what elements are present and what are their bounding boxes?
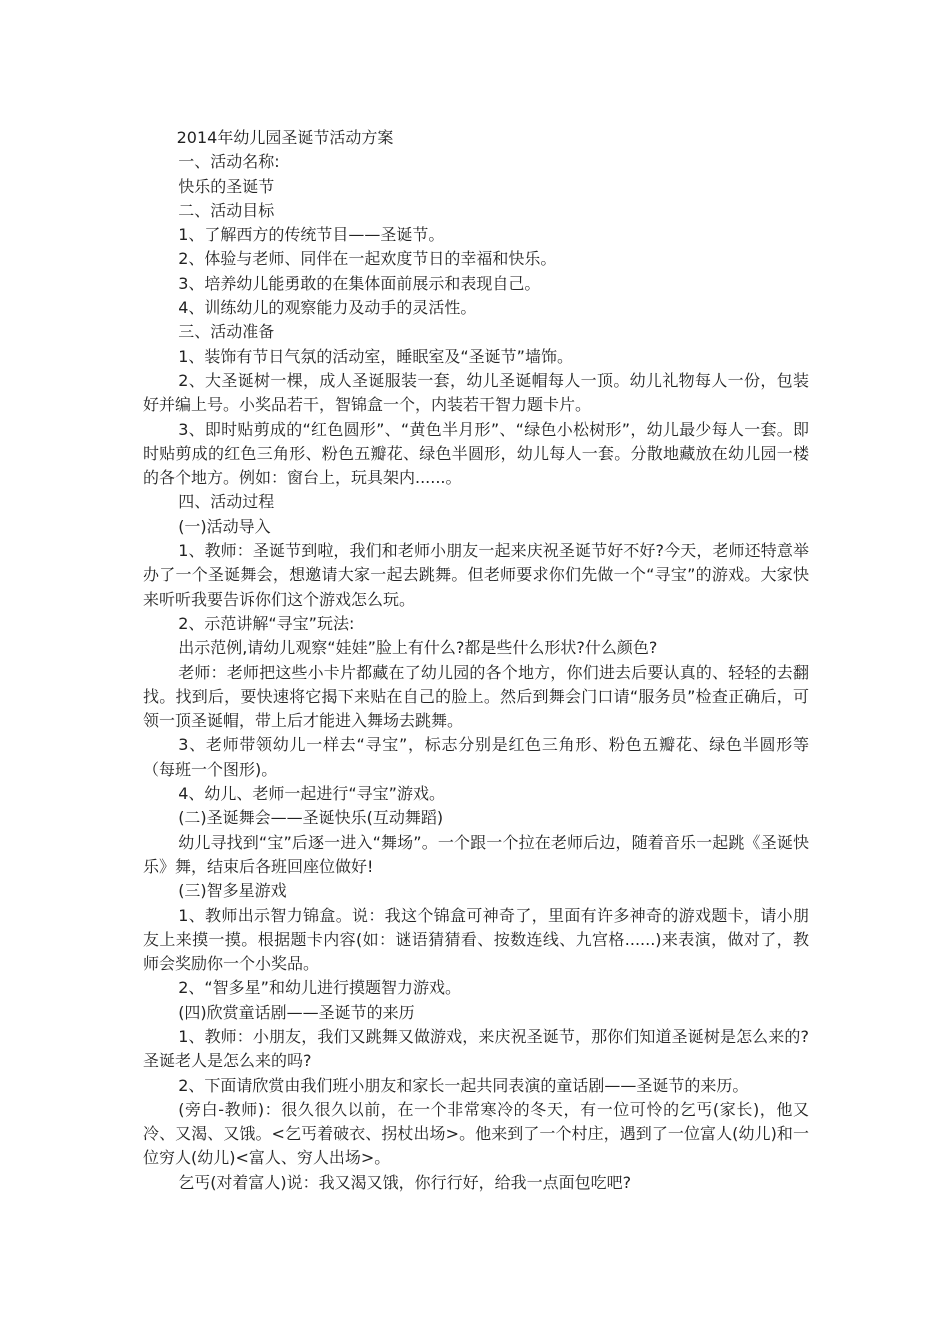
paragraph: 幼儿寻找到“宝”后逐一进入“舞场”。一个跟一个拉在老师后边，随着音乐一起跳《圣诞快乐》舞，结束后各班回座位做好! bbox=[143, 832, 809, 876]
paragraph: 1、教师：小朋友，我们又跳舞又做游戏，来庆祝圣诞节，那你们知道圣诞树是怎么来的?圣诞老人是怎么来的吗? bbox=[143, 1026, 809, 1071]
paragraph: 3、培养幼儿能勇敢的在集体面前展示和表现自己。 bbox=[178, 273, 541, 293]
paragraph: 二、活动目标 bbox=[178, 200, 275, 220]
paragraph: 2、大圣诞树一棵，成人圣诞服装一套，幼儿圣诞帽每人一顶。幼儿礼物每人一份，包装好并编上号。小奖品若干，智锦盒一个，内装若干智力题卡片。 bbox=[143, 370, 809, 415]
paragraph: 三、活动准备 bbox=[178, 322, 275, 342]
paragraph: (一)活动导入 bbox=[178, 516, 271, 536]
paragraph: (四)欣赏童话剧——圣诞节的来历 bbox=[178, 1002, 415, 1022]
paragraph: 2、体验与老师、同伴在一起欢度节日的幸福和快乐。 bbox=[178, 249, 557, 269]
paragraph: 快乐的圣诞节 bbox=[178, 176, 275, 196]
paragraph: (二)圣诞舞会——圣诞快乐(互动舞蹈) bbox=[178, 808, 444, 828]
paragraph: (旁白-教师)：很久很久以前，在一个非常寒冷的冬天，有一位可怜的乞丐(家长)，他又冷、又渴、又饿。<乞丐着破衣、拐杖出场>。他来到了一个村庄，遇到了一位富人(幼儿)和一位穷人(幼儿)<富人、穷人出场>。 bbox=[143, 1099, 809, 1168]
paragraph: 3、老师带领幼儿一样去“寻宝”，标志分别是红色三角形、粉色五瓣花、绿色半圆形等（每班一个图形)。 bbox=[143, 735, 809, 779]
paragraph: 乞丐(对着富人)说：我又渴又饿，你行行好，给我一点面包吃吧? bbox=[178, 1172, 632, 1192]
paragraph: 出示范例,请幼儿观察“娃娃”脸上有什么?都是些什么形状?什么颜色? bbox=[178, 638, 658, 658]
document-page bbox=[143, 126, 809, 1195]
paragraph: 1、教师：圣诞节到啦，我们和老师小朋友一起来庆祝圣诞节好不好?今天，老师还特意举办了一个圣诞舞会，想邀请大家一起去跳舞。但老师要求你们先做一个“寻宝”的游戏。大家快来听听我要告诉你们这个游戏怎么玩。 bbox=[143, 541, 809, 609]
paragraph: 4、幼儿、老师一起进行“寻宝”游戏。 bbox=[178, 784, 445, 804]
paragraph: 老师：老师把这些小卡片都藏在了幼儿园的各个地方，你们进去后要认真的、轻轻的去翻找。找到后，要快速将它揭下来贴在自己的脸上。然后到舞会门口请“服务员”检查正确后，可领一顶圣诞帽，带上后才能进入舞场去跳舞。 bbox=[143, 662, 809, 731]
paragraph: 一、活动名称: bbox=[178, 152, 280, 172]
paragraph: 4、训练幼儿的观察能力及动手的灵活性。 bbox=[178, 298, 477, 318]
paragraph: 1、装饰有节日气氛的活动室，睡眠室及“圣诞节”墙饰。 bbox=[178, 346, 573, 366]
paragraph: 1、了解西方的传统节目——圣诞节。 bbox=[178, 225, 445, 245]
document-title: 2014年幼儿园圣诞节活动方案 bbox=[176, 128, 394, 147]
paragraph: 1、教师出示智力锦盒。说：我这个锦盒可神奇了，里面有许多神奇的游戏题卡，请小朋友上来摸一摸。根据题卡内容(如：谜语猜猜看、按数连线、九宫格......)来表演，做对了，教师会奖励你一个小奖品。 bbox=[143, 905, 809, 974]
paragraph: 四、活动过程 bbox=[178, 492, 275, 512]
paragraph: 2、“智多星”和幼儿进行摸题智力游戏。 bbox=[178, 978, 461, 998]
paragraph: 3、即时贴剪成的“红色圆形”、“黄色半月形”、“绿色小松树形”，幼儿最少每人一套。即时贴剪成的红色三角形、粉色五瓣花、绿色半圆形，幼儿每人一套。分散地藏放在幼儿园一楼的各个地方。例如：窗台上，玩具架内......。 bbox=[143, 419, 809, 488]
paragraph: 2、下面请欣赏由我们班小朋友和家长一起共同表演的童话剧——圣诞节的来历。 bbox=[178, 1075, 749, 1095]
paragraph: (三)智多星游戏 bbox=[178, 881, 287, 901]
paragraph: 2、示范讲解“寻宝”玩法: bbox=[178, 613, 355, 633]
